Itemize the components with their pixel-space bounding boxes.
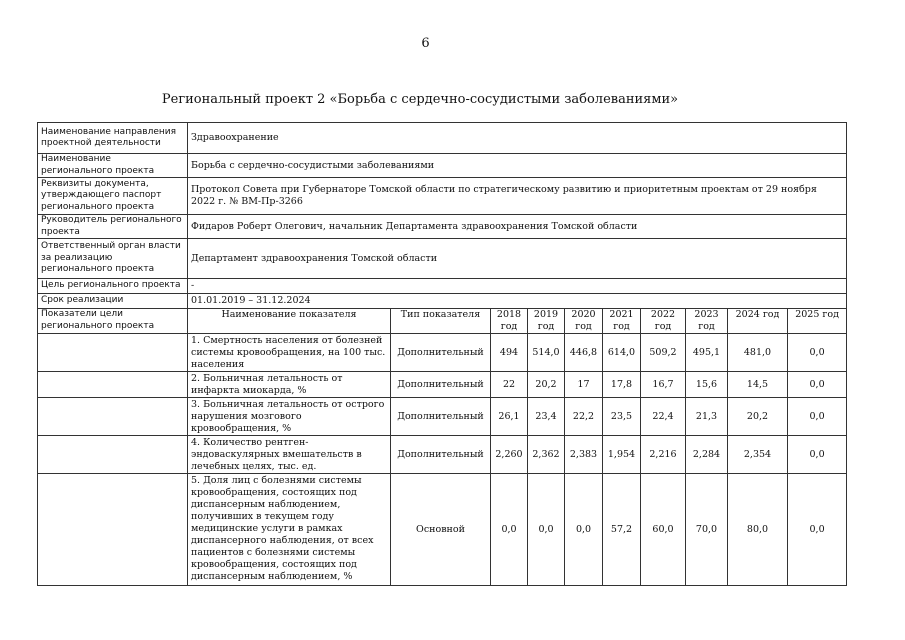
year-column-header: 2022 год [641,309,686,334]
passport-label: Реквизиты документа, утверждающего паспорт регионального проекта [38,178,188,215]
indicator-type: Основной [391,474,491,586]
passport-value: Протокол Совета при Губернаторе Томской области по стратегическому развитию и приоритетным проектам от 29 ноября 2022 г. № ВМ-Пр-3266 [188,178,847,215]
indicator-value: 17,8 [603,372,641,398]
indicator-value: 2,284 [686,436,728,474]
indicator-row [38,436,847,474]
passport-row [38,123,847,154]
passport-row [38,279,847,294]
indicator-value: 0,0 [788,398,847,436]
indicator-value: 23,5 [603,398,641,436]
passport-row [38,239,847,279]
indicator-value: 14,5 [728,372,788,398]
passport-label: Цель регионального проекта [38,279,188,294]
goal-cell [38,398,188,436]
indicator-value: 0,0 [788,436,847,474]
indicator-value: 614,0 [603,334,641,372]
indicator-value: 15,6 [686,372,728,398]
passport-label: Наименование регионального проекта [38,154,188,178]
passport-label: Руководитель регионального проекта [38,215,188,239]
indicator-value: 509,2 [641,334,686,372]
indicator-value: 16,7 [641,372,686,398]
passport-value: Борьба с сердечно-сосудистыми заболеваниями [188,154,847,178]
indicator-type: Дополнительный [391,436,491,474]
indicator-value: 23,4 [528,398,565,436]
year-column-header: 2024 год [728,309,788,334]
indicator-value: 57,2 [603,474,641,586]
year-column-header: 2018 год [491,309,528,334]
indicator-type: Дополнительный [391,372,491,398]
indicator-value: 494 [491,334,528,372]
passport-label: Наименование направления проектной деятельности [38,123,188,154]
indicator-value: 80,0 [728,474,788,586]
indicator-type: Дополнительный [391,398,491,436]
year-column-header: 2025 год [788,309,847,334]
indicators-header-row [38,309,847,334]
indicator-value: 495,1 [686,334,728,372]
indicator-value: 446,8 [565,334,603,372]
indicator-value: 2,260 [491,436,528,474]
passport-row [38,154,847,178]
indicator-value: 0,0 [788,474,847,586]
passport-value: 01.01.2019 – 31.12.2024 [188,294,847,309]
indicator-value: 2,216 [641,436,686,474]
passport-row [38,178,847,215]
indicator-value: 0,0 [788,334,847,372]
indicator-value: 26,1 [491,398,528,436]
passport-label: Ответственный орган власти за реализацию регионального проекта [38,239,188,279]
year-column-header: 2021 год [603,309,641,334]
indicator-row [38,474,847,586]
indicator-name: 3. Больничная летальность от острого нарушения мозгового кровообращения, % [188,398,391,436]
passport-row [38,294,847,309]
year-column-header: 2020 год [565,309,603,334]
page-number: 6 [421,36,430,51]
indicator-value: 22,4 [641,398,686,436]
goal-cell [38,334,188,372]
name-column-header: Наименование показателя [188,309,391,334]
goal-column-header: Показатели цели регионального проекта [38,309,188,334]
indicator-value: 0,0 [788,372,847,398]
indicator-value: 0,0 [565,474,603,586]
passport-value: - [188,279,847,294]
indicator-value: 60,0 [641,474,686,586]
passport-row [38,215,847,239]
indicator-value: 21,3 [686,398,728,436]
indicator-name: 5. Доля лиц с болезнями системы кровообращения, состоящих под диспансерным наблюдением, получивших в текущем году медицинские услуги в рамках диспансерного наблюдения, от всех пациентов с болезнями системы кровообращения, состоящих под диспансерным наблюдением, % [188,474,391,586]
indicator-value: 1,954 [603,436,641,474]
indicator-row [38,334,847,372]
indicator-value: 17 [565,372,603,398]
passport-value: Департамент здравоохранения Томской области [188,239,847,279]
indicator-row [38,398,847,436]
indicator-type: Дополнительный [391,334,491,372]
indicator-value: 2,362 [528,436,565,474]
indicator-value: 0,0 [491,474,528,586]
indicator-value: 2,383 [565,436,603,474]
indicator-value: 481,0 [728,334,788,372]
indicator-value: 2,354 [728,436,788,474]
indicator-value: 20,2 [728,398,788,436]
passport-value: Здравоохранение [188,123,847,154]
project-table [37,122,847,586]
year-column-header: 2019 год [528,309,565,334]
indicator-value: 22 [491,372,528,398]
goal-cell [38,436,188,474]
indicator-name: 2. Больничная летальность от инфаркта миокарда, % [188,372,391,398]
passport-label: Срок реализации [38,294,188,309]
indicator-value: 70,0 [686,474,728,586]
page-title: Региональный проект 2 «Борьба с сердечно-сосудистыми заболеваниями» [161,92,679,107]
type-column-header: Тип показателя [391,309,491,334]
indicator-name: 1. Смертность населения от болезней системы кровообращения, на 100 тыс. населения [188,334,391,372]
passport-value: Фидаров Роберт Олегович, начальник Департамента здравоохранения Томской области [188,215,847,239]
indicator-value: 20,2 [528,372,565,398]
indicator-name: 4. Количество рентген-эндоваскулярных вмешательств в лечебных целях, тыс. ед. [188,436,391,474]
indicator-value: 22,2 [565,398,603,436]
goal-cell [38,372,188,398]
indicator-row [38,372,847,398]
indicator-value: 514,0 [528,334,565,372]
indicator-value: 0,0 [528,474,565,586]
year-column-header: 2023 год [686,309,728,334]
goal-cell [38,474,188,586]
